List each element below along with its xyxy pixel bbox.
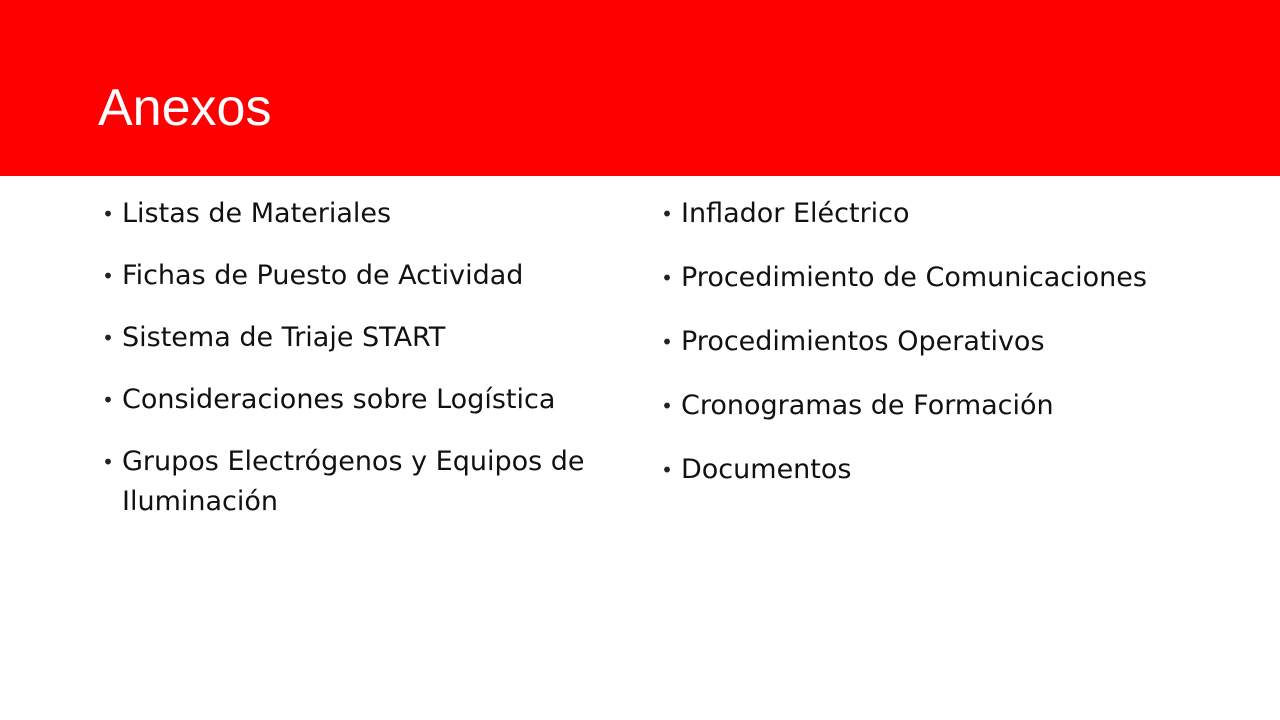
- list-item-label: Procedimiento de Comunicaciones: [681, 262, 1147, 293]
- list-item-label: Cronogramas de Formación: [681, 390, 1054, 421]
- bullet-icon: •: [661, 202, 673, 226]
- list-item-label: Procedimientos Operativos: [681, 326, 1045, 357]
- list-item: [659, 386, 1179, 426]
- bullet-icon: •: [102, 450, 114, 474]
- bullet-icon: •: [102, 202, 114, 226]
- list-item: [100, 256, 610, 296]
- list-item: [100, 194, 610, 234]
- left-bullet-list: [100, 194, 610, 544]
- list-item-label: Listas de Materiales: [122, 198, 392, 229]
- list-item: [100, 442, 610, 522]
- list-item-label: Consideraciones sobre Logística: [122, 384, 556, 415]
- list-item-label: Sistema de Triaje START: [122, 322, 446, 353]
- list-item: [100, 318, 610, 358]
- bullet-icon: •: [102, 264, 114, 288]
- list-item: [659, 194, 1179, 234]
- bullet-icon: •: [102, 388, 114, 412]
- bullet-icon: •: [102, 326, 114, 350]
- bullet-icon: •: [661, 394, 673, 418]
- list-item-label: Documentos: [681, 454, 852, 485]
- list-item-label: Fichas de Puesto de Actividad: [122, 260, 524, 291]
- list-item: [659, 258, 1179, 298]
- bullet-icon: •: [661, 458, 673, 482]
- slide-title: Anexos: [98, 79, 272, 137]
- list-item: [659, 322, 1179, 362]
- list-item: [100, 380, 610, 420]
- right-bullet-list: [659, 194, 1179, 514]
- list-item-label: Grupos Electrógenos y Equipos de Iluminación: [122, 446, 585, 517]
- list-item: [659, 450, 1179, 490]
- bullet-icon: •: [661, 330, 673, 354]
- bullet-icon: •: [661, 266, 673, 290]
- list-item-label: Inflador Eléctrico: [681, 198, 910, 229]
